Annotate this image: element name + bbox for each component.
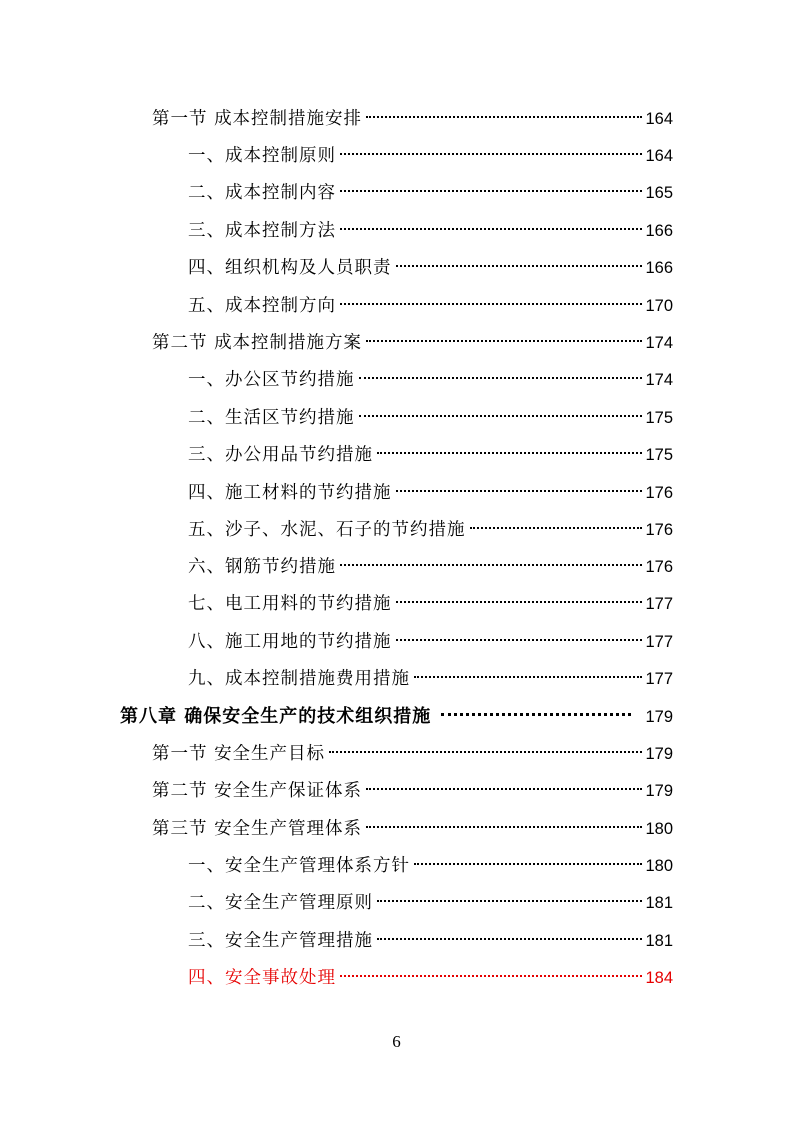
dot-leader [396, 490, 643, 492]
toc-entry-page: 176 [645, 484, 673, 502]
toc-entry-label: 四、组织机构及人员职责 [188, 258, 392, 278]
toc-entry[interactable] [188, 661, 673, 698]
dot-leader [340, 228, 642, 230]
toc-entry-label: 第一节 安全生产目标 [152, 744, 326, 764]
toc-entry[interactable] [188, 437, 673, 474]
toc-entry[interactable] [188, 362, 673, 399]
toc-entry-label: 四、安全事故处理 [188, 968, 336, 988]
toc-entry-page: 184 [645, 969, 673, 987]
dot-leader [340, 190, 642, 192]
toc-entry-label: 四、施工材料的节约措施 [188, 483, 392, 503]
toc-entry-label: 三、办公用品节约措施 [188, 445, 373, 465]
toc-entry-page: 179 [645, 708, 673, 726]
dot-leader [377, 938, 642, 940]
dot-leader [340, 975, 642, 977]
dot-leader [366, 826, 642, 828]
toc-entry-label: 五、沙子、水泥、石子的节约措施 [188, 520, 466, 540]
toc-entry-page: 179 [645, 745, 673, 763]
dot-leader [366, 116, 642, 118]
toc-entry-page: 174 [645, 371, 673, 389]
toc-entry[interactable] [188, 475, 673, 512]
dot-leader [396, 265, 643, 267]
dot-leader [366, 340, 642, 342]
toc-entry[interactable] [152, 325, 673, 362]
toc-entry[interactable] [188, 175, 673, 212]
toc-entry-label: 三、成本控制方法 [188, 221, 336, 241]
toc-entry-page: 164 [645, 147, 673, 165]
toc-entry-label: 九、成本控制措施费用措施 [188, 669, 410, 689]
toc-entry-label: 五、成本控制方向 [188, 296, 336, 316]
toc-entry-label: 六、钢筋节约措施 [188, 557, 336, 577]
toc-entry[interactable] [152, 773, 673, 810]
toc-entry[interactable] [188, 549, 673, 586]
dot-leader [441, 713, 631, 716]
dot-leader [377, 452, 642, 454]
toc-entry-highlighted[interactable] [188, 960, 673, 997]
dot-leader [470, 527, 643, 529]
toc-entry[interactable] [188, 586, 673, 623]
toc-entry-label: 二、生活区节约措施 [188, 408, 355, 428]
toc-entry-label: 第八章 确保安全生产的技术组织措施 [120, 706, 432, 727]
dot-leader [366, 788, 642, 790]
dot-leader [414, 863, 642, 865]
toc-entry-label: 一、办公区节约措施 [188, 370, 355, 390]
toc-entry-page: 176 [645, 521, 673, 539]
toc-entry-page: 181 [645, 932, 673, 950]
toc-entry-page: 180 [645, 857, 673, 875]
toc-entry-page: 175 [645, 409, 673, 427]
toc-entry[interactable] [188, 400, 673, 437]
toc-entry-label: 第二节 安全生产保证体系 [152, 781, 363, 801]
toc-entry[interactable] [188, 138, 673, 175]
dot-leader [359, 415, 643, 417]
toc-chapter-entry[interactable] [120, 698, 673, 735]
toc-entry[interactable] [152, 736, 673, 773]
toc-entry[interactable] [152, 101, 673, 138]
toc-entry-page: 181 [645, 894, 673, 912]
dot-leader [396, 601, 643, 603]
toc-entry-page: 179 [645, 782, 673, 800]
toc-entry-page: 174 [645, 334, 673, 352]
toc-entry-label: 第三节 安全生产管理体系 [152, 819, 363, 839]
dot-leader [359, 377, 643, 379]
dot-leader [340, 303, 642, 305]
toc-entry[interactable] [188, 288, 673, 325]
toc-entry-label: 二、安全生产管理原则 [188, 893, 373, 913]
toc-entry-page: 177 [645, 595, 673, 613]
toc-entry[interactable] [188, 624, 673, 661]
dot-leader [396, 639, 643, 641]
toc-entry-label: 第一节 成本控制措施安排 [152, 109, 363, 129]
toc-entry-label: 三、安全生产管理措施 [188, 931, 373, 951]
toc-entry-label: 一、成本控制原则 [188, 146, 336, 166]
toc-entry-page: 166 [645, 259, 673, 277]
toc-entry-page: 164 [645, 110, 673, 128]
toc-entry[interactable] [188, 213, 673, 250]
toc-entry-label: 七、电工用料的节约措施 [188, 594, 392, 614]
toc-entry-page: 165 [645, 184, 673, 202]
toc-entry-page: 177 [645, 633, 673, 651]
toc-entry-page: 166 [645, 222, 673, 240]
toc-entry[interactable] [188, 512, 673, 549]
toc-entry-page: 180 [645, 820, 673, 838]
toc-entry-page: 170 [645, 297, 673, 315]
toc-entry-label: 第二节 成本控制措施方案 [152, 333, 363, 353]
toc-entry[interactable] [188, 923, 673, 960]
toc-entry-page: 176 [645, 558, 673, 576]
dot-leader [377, 900, 642, 902]
toc-entry-page: 175 [645, 446, 673, 464]
toc-entry-label: 八、施工用地的节约措施 [188, 632, 392, 652]
dot-leader [329, 751, 642, 753]
toc-entry[interactable] [152, 811, 673, 848]
toc-entry-page: 177 [645, 670, 673, 688]
toc-entry[interactable] [188, 848, 673, 885]
page-number: 6 [392, 1032, 401, 1051]
toc-entry[interactable] [188, 250, 673, 287]
toc-entry-label: 二、成本控制内容 [188, 183, 336, 203]
toc-entry[interactable] [188, 885, 673, 922]
dot-leader [340, 153, 642, 155]
toc-entry-label: 一、安全生产管理体系方针 [188, 856, 410, 876]
dot-leader [414, 676, 642, 678]
dot-leader [340, 564, 642, 566]
